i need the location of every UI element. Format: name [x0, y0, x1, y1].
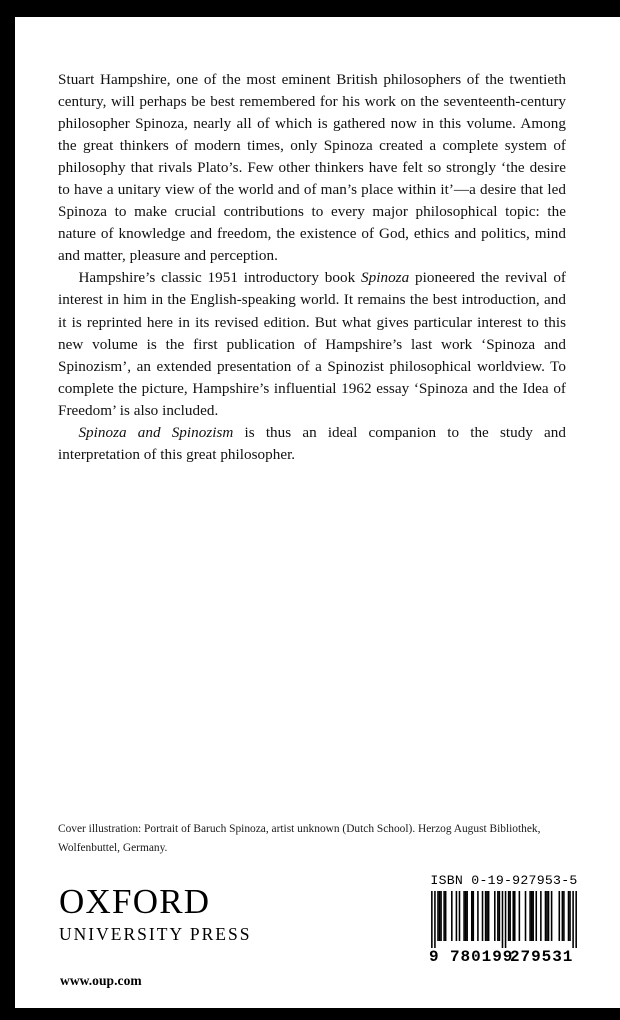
cover-frame-bottom — [0, 1008, 620, 1020]
publisher-logo — [59, 884, 251, 944]
cover-frame-left — [0, 0, 15, 1020]
ean-digits — [428, 948, 580, 966]
blurb-paragraph: Spinoza and Spinozism is thus an ideal companion to the study and interpretation of this great philosopher. — [58, 423, 566, 463]
blurb-paragraph: Hampshire’s classic 1951 introductory book Spinoza pioneered the revival of interest in him in the English-speaking world. It remains the best introduction, and it is reprinted here in its revised edition. But what gives particular interest to this new volume is the first publication of Hampshire’s last work ‘Spinoza and Spinozism’, an extended presentation of a Spinozist philosophical worldview. To complete the picture, Hampshire’s influential 1962 essay ‘Spinoza and the Idea of Freedom’ is also included. — [58, 269, 567, 419]
barcode-bars — [428, 891, 580, 948]
cover-page-area — [15, 17, 620, 1008]
barcode-svg — [428, 891, 580, 948]
blurb-paragraph: Stuart Hampshire, one of the most eminent British philosophers of the twentieth century, will perhaps be best remembered for his work on the seventeenth-century philosopher Spinoza, nearly all of which is gathered now in this volume. Among the great thinkers of modern times, only Spinoza created a complete system of philosophy that rivals Plato’s. Few other thinkers have felt so strongly ‘the desire to have a unitary view of the world and of man’s place within it’—a desire that led Spinoza to make crucial contributions to every major philosophical topic: the nature of knowledge and freedom, the existence of God, ethics and politics, mind and matter, pleasure and perception. — [58, 71, 566, 265]
cover-illustration-credit: Cover illustration: Portrait of Baruch Spinoza, artist unknown (Dutch School). Herzog August Bibliothek, Wolfenbuttel, Germany. — [58, 823, 541, 854]
cover-frame-top — [0, 0, 620, 17]
isbn-barcode-block — [428, 873, 580, 966]
ean-left-group: 780199 — [450, 948, 514, 966]
isbn-label: ISBN 0-19-927953-5 — [430, 873, 578, 888]
publisher-name: OXFORD — [59, 882, 211, 921]
back-cover-blurb — [58, 69, 566, 466]
ean-lead-digit: 9 — [429, 948, 439, 966]
publisher-website: www.oup.com — [60, 973, 142, 988]
ean-right-group: 279531 — [510, 948, 574, 966]
publisher-imprint: UNIVERSITY PRESS — [59, 924, 252, 944]
